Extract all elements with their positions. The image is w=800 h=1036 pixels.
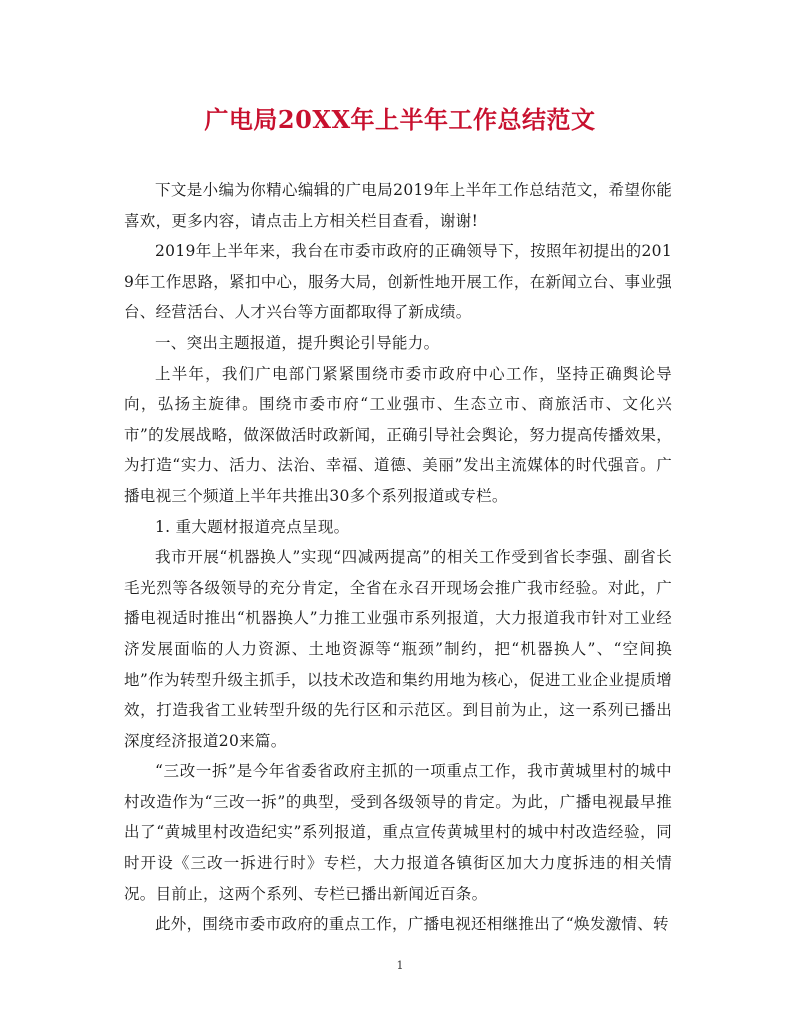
section-heading-1: 一、突出主题报道，提升舆论引导能力。 xyxy=(155,333,440,352)
subsection-heading-1: 1. 重大题材报道亮点呈现。 xyxy=(155,517,350,536)
paragraph-machine-replacement: 我市开展“机器换人”实现“四减两提高”的相关工作受到省长李强、副省长毛光烈等各级领导的充分肯定，全省在永召开现场会推广我市经验。对此，广播电视适时推出“机器换人”力推工业强市系列报道，大力报道我市针对工业经济发展面临的人力资源、土地资源等“瓶颈”制约，把“机器换人”、“空间换地”作为转型升级主抓手，以技术改造和集约用地为核心，促进工业企业提质增效，打造我省工业转型升级的先行区和示范区。到目前为止，这一系列已播出深度经济报道20来篇。 xyxy=(124,548,672,750)
paragraph-overview: 2019年上半年来，我台在市委市政府的正确领导下，按照年初提出的2019年工作思路，紧扣中心，服务大局，创新性地开展工作，在新闻立台、事业强台、经营活台、人才兴台等方面都取得了新成绩。 xyxy=(124,242,672,322)
paragraph-section-1: 上半年，我们广电部门紧紧围绕市委市政府中心工作，坚持正确舆论导向，弘扬主旋律。围绕市委市府“工业强市、生态立市、商旅活市、文化兴市”的发展战略，做深做活时政新闻，正确引导社会舆论，努力提高传播效果，为打造“实力、活力、法治、幸福、道德、美丽”发出主流媒体的时代强音。广播电视三个频道上半年共推出30多个系列报道或专栏。 xyxy=(124,364,672,505)
paragraph-intro: 下文是小编为你精心编辑的广电局2019年上半年工作总结范文，希望你能喜欢，更多内容，请点击上方相关栏目查看，谢谢! xyxy=(124,181,672,230)
page-number: 1 xyxy=(396,959,404,972)
paragraph-additionally: 此外，围绕市委市政府的重点工作，广播电视还相继推出了“焕发激情、转 xyxy=(155,915,669,934)
document-title: 广电局20XX年上半年工作总结范文 xyxy=(204,105,596,134)
document-body xyxy=(124,175,672,940)
paragraph-three-reforms: “三改一拆”是今年省委省政府主抓的一项重点工作，我市黄城里村的城中村改造作为“三改一拆”的典型，受到各级领导的肯定。为此，广播电视最早推出了“黄城里村改造纪实”系列报道，重点宣传黄城里村的城中村改造经验，同时开设《三改一拆进行时》专栏，大力报道各镇街区加大力度拆违的相关情况。目前止，这两个系列、专栏已播出新闻近百条。 xyxy=(124,762,672,903)
